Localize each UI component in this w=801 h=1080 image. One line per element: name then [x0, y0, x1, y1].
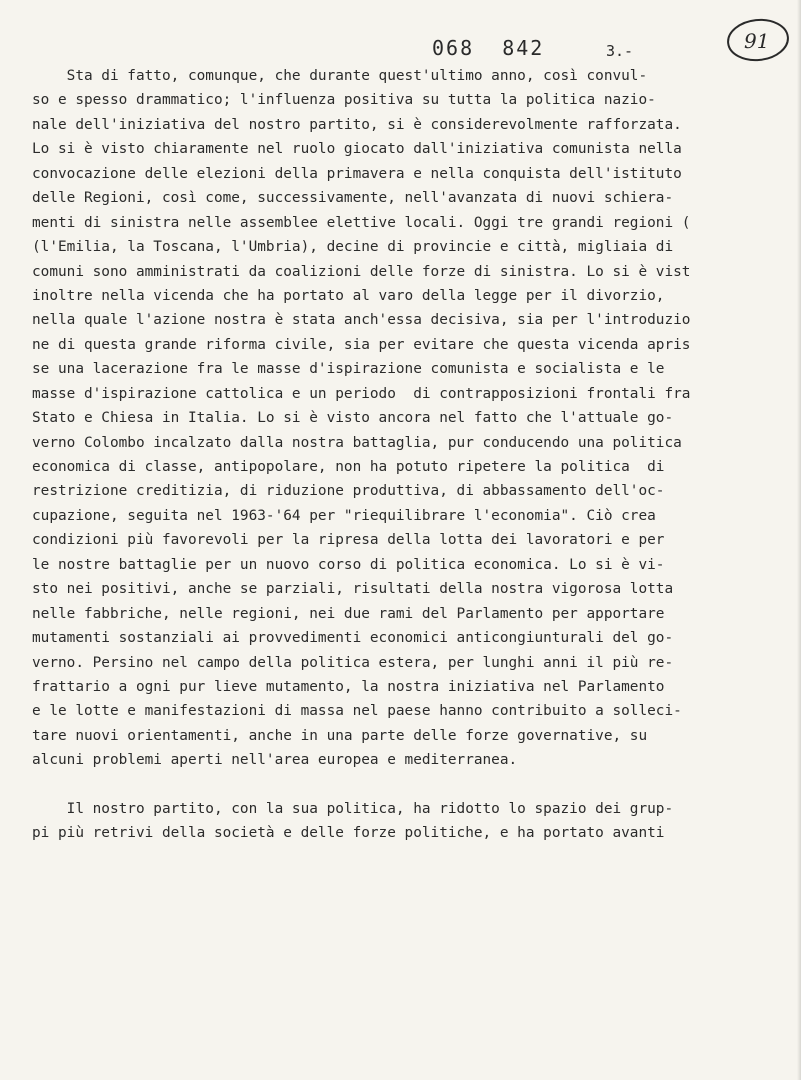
text-line: frattario a ogni pur lieve mutamento, la nostra iniziativa nel Parlamento [32, 678, 665, 695]
text-line: Il nostro partito, con la sua politica, ha ridotto lo spazio dei grup- [32, 800, 674, 817]
text-line: menti di sinistra nelle assemblee elettive locali. Oggi tre grandi regioni ( [32, 214, 691, 231]
text-line: pi più retrivi della società e delle forze politiche, e ha portato avanti [32, 825, 665, 842]
page-number: 3.- [606, 42, 634, 60]
text-line: condizioni più favorevoli per la ripresa della lotta dei lavoratori e per [32, 532, 665, 549]
paragraph-2 [32, 797, 801, 846]
text-line: masse d'ispirazione cattolica e un periodo di contrapposizioni frontali fra [32, 385, 691, 402]
text-line: tare nuovi orientamenti, anche in una parte delle forze governative, su [32, 727, 648, 744]
text-line: cupazione, seguita nel 1963-'64 per "riequilibrare l'economia". Ciò crea [32, 507, 656, 524]
text-line: Sta di fatto, comunque, che durante quest'ultimo anno, così convul- [32, 68, 648, 84]
text-line: e le lotte e manifestazioni di massa nel paese hanno contribuito a solleci- [32, 703, 682, 720]
text-line: mutamenti sostanziali ai provvedimenti economici anticongiunturali del go- [32, 630, 674, 647]
paragraph-gap [32, 773, 801, 797]
text-line: delle Regioni, così come, successivamente, nell'avanzata di nuovi schiera- [32, 190, 674, 207]
page-edge-shadow [797, 0, 801, 1080]
handwritten-page-mark [722, 16, 794, 66]
text-line: le nostre battaglie per un nuovo corso di politica economica. Lo si è vi- [32, 556, 665, 573]
text-line: verno. Persino nel campo della politica estera, per lunghi anni il più re- [32, 654, 674, 671]
typewritten-body [32, 64, 801, 846]
text-line: inoltre nella vicenda che ha portato al varo della legge per il divorzio, [32, 287, 665, 304]
text-line: ne di questa grande riforma civile, sia per evitare che questa vicenda apris [32, 336, 691, 353]
handwritten-number: 91 [744, 29, 770, 53]
text-line: restrizione creditizia, di riduzione produttiva, di abbassamento dell'oc- [32, 483, 665, 500]
document-number: 068 842 [432, 36, 545, 60]
text-line: verno Colombo incalzato dalla nostra battaglia, pur conducendo una politica [32, 434, 682, 451]
text-line: alcuni problemi aperti nell'area europea e mediterranea. [32, 752, 518, 769]
text-line: economica di classe, antipopolare, non ha potuto ripetere la politica di [32, 459, 665, 475]
text-line: so e spesso drammatico; l'influenza positiva su tutta la politica nazio- [32, 92, 656, 109]
text-line: sto nei positivi, anche se parziali, risultati della nostra vigorosa lotta [32, 581, 674, 598]
text-line: Lo si è visto chiaramente nel ruolo giocato dall'iniziativa comunista nella [32, 141, 682, 158]
text-line: nella quale l'azione nostra è stata anch'essa decisiva, sia per l'introduzio [32, 312, 691, 329]
text-line: (l'Emilia, la Toscana, l'Umbria), decine di provincie e città, migliaia di [32, 239, 674, 256]
text-line: se una lacerazione fra le masse d'ispirazione comunista e socialista e le [32, 361, 665, 378]
paragraph-1 [32, 64, 801, 773]
text-line: nelle fabbriche, nelle regioni, nei due rami del Parlamento per apportare [32, 605, 665, 622]
text-line: nale dell'iniziativa del nostro partito, si è considerevolmente rafforzata. [32, 116, 682, 133]
text-line: Stato e Chiesa in Italia. Lo si è visto ancora nel fatto che l'attuale go- [32, 410, 674, 427]
text-line: convocazione delle elezioni della primavera e nella conquista dell'istituto [32, 165, 682, 182]
text-line: comuni sono amministrati da coalizioni delle forze di sinistra. Lo si è vist [32, 263, 691, 280]
